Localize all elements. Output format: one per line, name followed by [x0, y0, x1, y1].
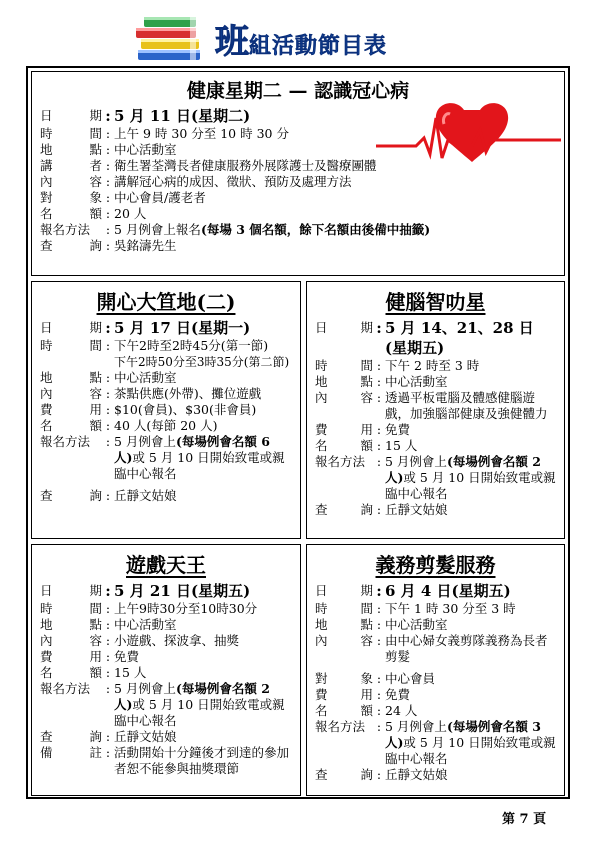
- event-quota-row: 名 額 : 40 人(每節 20 人): [40, 418, 218, 433]
- event-title: 健腦智叻星: [385, 290, 486, 314]
- event-date-row: 日 期 : 5 月 21 日(星期五): [40, 582, 251, 600]
- heartbeat-heart-icon: [376, 100, 561, 172]
- event-target-row: 對 象 : 中心會員/護老者: [40, 190, 206, 205]
- event-fee-row: 費 用 : $10(會員)、$30(非會員): [40, 402, 257, 417]
- event-speaker-row: 講 者 : 衛生署荃灣長者健康服務外展隊護士及醫療團體: [40, 158, 377, 173]
- event-date: 5 月 11 日(星期二): [114, 107, 251, 125]
- event-enquiry-row: 查 詢 : 丘靜文姑娘: [40, 488, 177, 503]
- event-content-row: 內 容 : 小遊戲、探波拿、抽獎: [40, 633, 240, 648]
- event-reg-row: 報名方法 : 5 月例會上(每場例會名額 3 人)或 5 月 10 日開始致電或親臨中心報名: [315, 719, 556, 766]
- event-content-row: 內 容 : 由中心婦女義剪隊義務為長者剪髮: [315, 633, 548, 664]
- event-title: 開心大笪地(二): [96, 290, 236, 314]
- event-haircut: [306, 544, 565, 796]
- event-date-row: 日 期 : 6 月 4 日(星期五): [315, 582, 511, 600]
- event-game-king: [31, 544, 301, 796]
- event-content-row: 內 容 : 講解冠心病的成因、徵狀、預防及處理方法: [40, 174, 352, 189]
- event-reg-row: 報名方法 : 5 月例會上(每場例會名額 2 人)或 5 月 10 日開始致電或親臨中心報名: [40, 681, 285, 728]
- event-title: 遊戲天王: [126, 553, 206, 577]
- event-enquiry-row: 查 詢 : 丘靜文姑娘: [40, 729, 177, 744]
- event-enquiry-row: 查 詢 : 吳銘濤先生: [40, 238, 177, 253]
- event-time-row: 時 間 : 下午 1 時 30 分至 3 時: [315, 601, 516, 616]
- event-target-row: 對 象 : 中心會員: [315, 671, 436, 686]
- page-title: [215, 14, 387, 63]
- event-place-row: 地 點 : 中心活動室: [40, 617, 177, 632]
- event-time-row: 時 間 : 上午 9 時 30 分至 10 時 30 分: [40, 126, 289, 141]
- event-happy-fair: [31, 281, 301, 539]
- event-quota-row: 名 額 : 20 人: [40, 206, 147, 221]
- event-time-row: 時 間 : 上午9時30分至10時30分: [40, 601, 258, 616]
- event-date-row-2: (星期五): [385, 339, 445, 357]
- event-reg-row: 報名方法 : 5 月例會上(每場例會名額 2 人)或 5 月 10 日開始致電或親臨中心報名: [315, 454, 556, 501]
- page-number: 第 7 頁: [502, 812, 547, 827]
- event-date-row: 日 期 : 5 月 17 日(星期一): [40, 319, 251, 337]
- event-fee-row: 費 用 : 免費: [315, 422, 411, 437]
- event-place-row: 地 點 : 中心活動室: [315, 617, 448, 632]
- event-time-row: 時 間 : 下午2時至2時45分(第一節): [40, 338, 269, 353]
- event-enquiry-row: 查 詢 : 丘靜文姑娘: [315, 502, 448, 517]
- books-icon: [132, 6, 204, 64]
- event-quota-row: 名 額 : 15 人: [315, 438, 418, 453]
- title-main-char: 班: [215, 22, 249, 62]
- event-date-row: 日 期 : 5 月 11 日(星期二): [40, 106, 556, 126]
- event-date-row: 日 期 : 5 月 14、21、28 日: [315, 319, 534, 337]
- event-reg-row: 報名方法 : 5 月例會上報名(每場 3 個名額，餘下名額由後備中抽籤): [40, 222, 431, 237]
- event-quota-row: 名 額 : 24 人: [315, 703, 418, 718]
- event-quota-row: 名 額 : 15 人: [40, 665, 147, 680]
- event-reg-row: 報名方法 : 5 月例會上(每場例會名額 6 人)或 5 月 10 日開始致電或親臨中心報名: [40, 434, 285, 481]
- event-place-row: 地 點 : 中心活動室: [315, 374, 448, 389]
- event-content-row: 內 容 : 茶點供應(外帶)、攤位遊戲: [40, 386, 262, 401]
- event-fee-row: 費 用 : 免費: [40, 649, 140, 664]
- event-time-row: 時 間 : 下午 2 時至 3 時: [315, 358, 480, 373]
- event-title: 健康星期二 — 認識冠心病: [186, 80, 410, 102]
- event-place-row: 地 點 : 中心活動室: [40, 370, 177, 385]
- event-title: 義務剪髮服務: [375, 553, 496, 577]
- event-fee-row: 費 用 : 免費: [315, 687, 411, 702]
- event-time-row-2: 下午2時50分至3時35分(第二節): [114, 355, 290, 369]
- event-place-row: 地 點 : 中心活動室: [40, 142, 177, 157]
- title-rest: 組活動節目表: [249, 33, 388, 59]
- page-header: [0, 0, 595, 68]
- event-enquiry-row: 查 詢 : 丘靜文姑娘: [315, 767, 448, 782]
- event-brain-star: [306, 281, 565, 539]
- event-note-row: 備 註 : 活動開始十分鐘後才到達的參加者恕不能參與抽獎環節: [40, 745, 290, 776]
- event-content-row: 內 容 : 透過平板電腦及體感健腦遊戲，加強腦部健康及強健體力: [315, 390, 548, 421]
